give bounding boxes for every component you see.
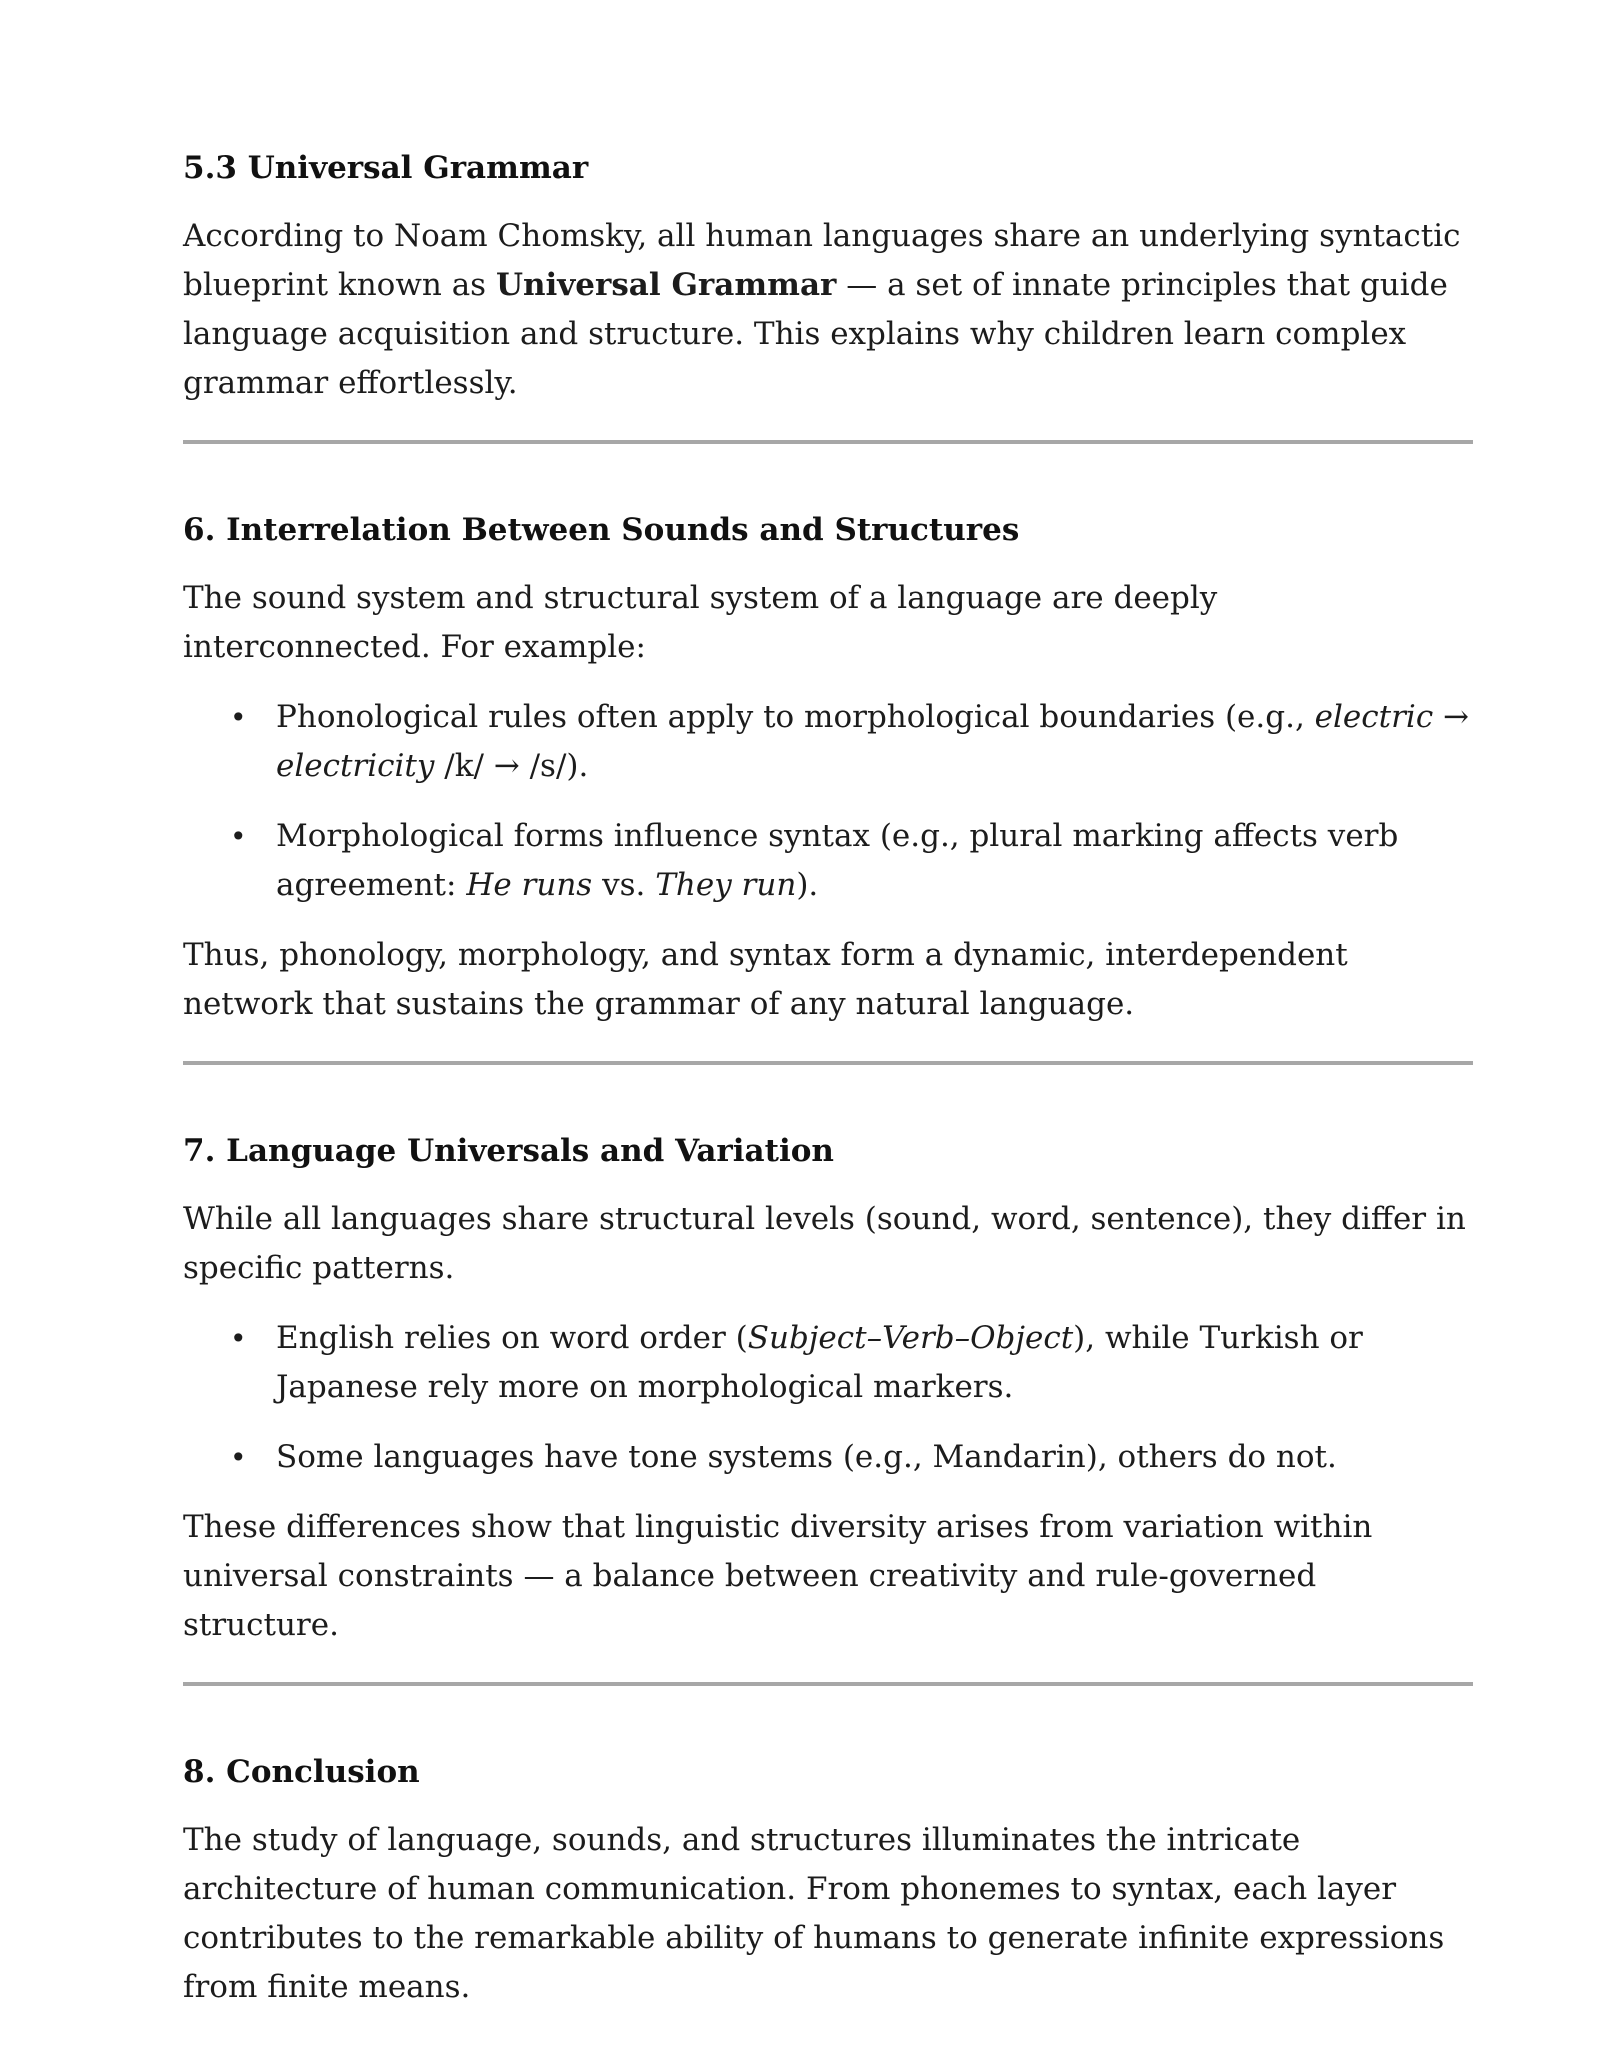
- section-heading: 6. Interrelation Between Sounds and Structures: [183, 512, 1020, 548]
- paragraph: The study of language, sounds, and structures illuminates the intricate architecture of human communication. From phonemes to syntax, each layer contributes to the remarkable ability of humans to generate infinite expressions from finite means.: [183, 1822, 1445, 2005]
- section-divider: [183, 440, 1473, 444]
- paragraph: The sound system and structural system of a language are deeply interconnected. For example:: [183, 580, 1218, 665]
- section-heading: 7. Language Universals and Variation: [183, 1133, 834, 1169]
- section-universals-variation: [183, 1129, 1473, 1650]
- paragraph: According to Noam Chomsky, all human languages share an underlying syntactic blueprint known as Universal Grammar — a set of innate principles that guide language acquisition and structure. This explains why children learn complex grammar effortlessly.: [183, 218, 1461, 401]
- list-item: • Morphological forms influence syntax (e.g., plural marking affects verb agreement: He runs vs. They run).: [183, 812, 1473, 910]
- section-universal-grammar: [183, 146, 1473, 408]
- section-divider: [183, 1682, 1473, 1686]
- list-item: • Some languages have tone systems (e.g., Mandarin), others do not.: [183, 1433, 1473, 1482]
- list-item: • Phonological rules often apply to morphological boundaries (e.g., electric → electricity /k/ → /s/).: [183, 693, 1473, 791]
- bullet-list: [183, 1314, 1473, 1482]
- section-conclusion: [183, 1750, 1473, 2012]
- document-page: [183, 146, 1473, 2012]
- section-heading: 5.3 Universal Grammar: [183, 150, 589, 186]
- list-item: • English relies on word order (Subject–Verb–Object), while Turkish or Japanese rely more on morphological markers.: [183, 1314, 1473, 1412]
- bullet-list: [183, 693, 1473, 910]
- section-heading: 8. Conclusion: [183, 1754, 420, 1790]
- paragraph: While all languages share structural levels (sound, word, sentence), they differ in specific patterns.: [183, 1201, 1466, 1286]
- paragraph: Thus, phonology, morphology, and syntax form a dynamic, interdependent network that sustains the grammar of any natural language.: [183, 937, 1348, 1022]
- paragraph: These differences show that linguistic diversity arises from variation within universal constraints — a balance between creativity and rule-governed structure.: [183, 1509, 1373, 1643]
- section-divider: [183, 1061, 1473, 1065]
- section-interrelation: [183, 508, 1473, 1029]
